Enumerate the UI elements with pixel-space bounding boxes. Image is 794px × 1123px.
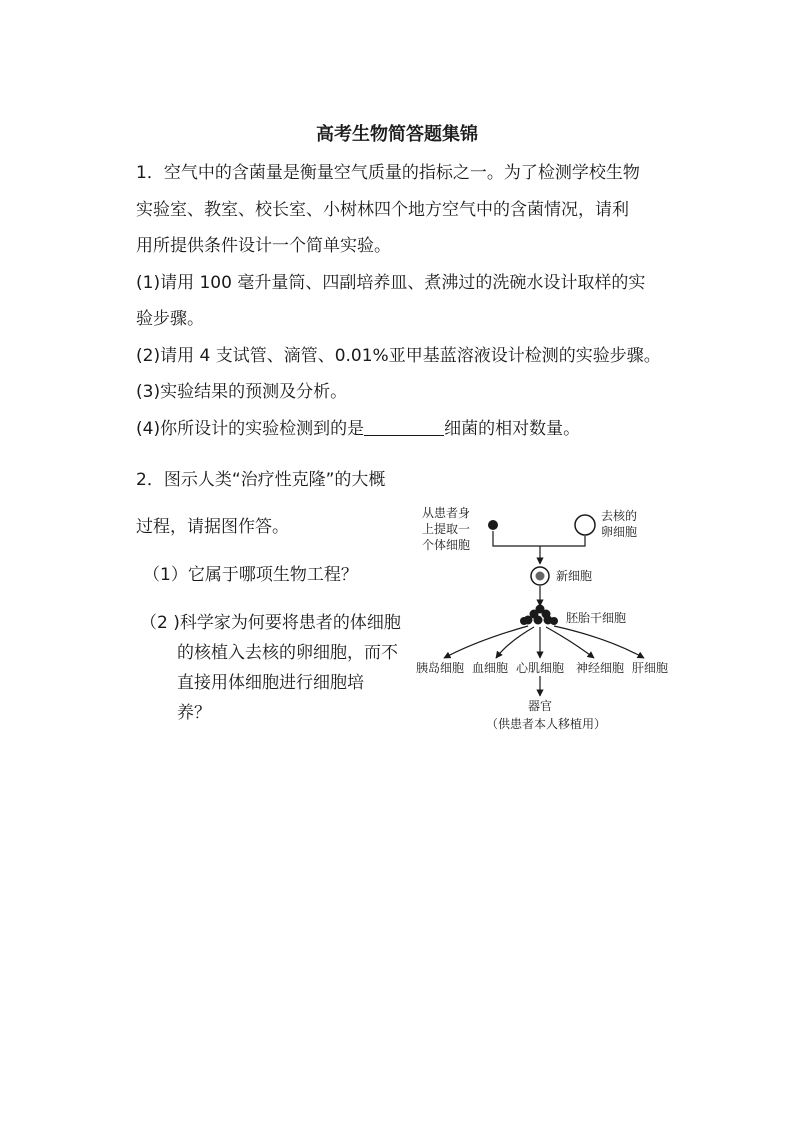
egg-cell-icon: [575, 515, 595, 535]
egg-label-line2: 卵细胞: [601, 525, 638, 539]
arrow-to-islet-cell: [444, 626, 528, 658]
q1-part4: [136, 417, 580, 441]
q2-part2-line3: 直接用体细胞进行细胞培: [177, 673, 364, 693]
answer-blank: [364, 417, 444, 436]
page-title: 高考生物简答题集锦: [316, 124, 478, 145]
q1-part4-before: (4)你所设计的实验检测到的是: [136, 419, 365, 439]
source-label-line3: 个体细胞: [422, 538, 471, 552]
arrow-to-nerve-cell: [546, 627, 594, 658]
q1-part3: (3)实验结果的预测及分析。: [136, 382, 348, 402]
transplant-note: （供患者本人移植用）: [486, 717, 607, 731]
arrow-to-liver-cell: [554, 626, 644, 658]
stem-cell-label: 胚胎干细胞: [566, 611, 627, 625]
cell-type-blood: 血细胞: [472, 661, 509, 675]
source-label-line2: 上提取一: [422, 522, 471, 536]
merge-connector: [493, 531, 585, 546]
q2-part2-line1: （2 )科学家为何要将患者的体细胞: [140, 613, 401, 633]
stem-cell-cluster-icon: [520, 605, 558, 626]
cell-type-nerve: 神经细胞: [576, 661, 625, 675]
diagram-svg: [408, 500, 678, 740]
q1-part1-line1: (1)请用 100 毫升量筒、四副培养皿、煮沸过的洗碗水设计取样的实: [136, 273, 646, 293]
q1-stem-line2: 实验室、教室、校长室、小树林四个地方空气中的含菌情况，请利: [136, 200, 629, 220]
cell-type-islet: 胰岛细胞: [416, 661, 465, 675]
organ-label: 器官: [528, 699, 553, 713]
cell-type-liver: 肝细胞: [632, 661, 669, 675]
body-cell-icon: [488, 520, 498, 530]
q2-stem-line1: 2．图示人类“治疗性克隆”的大概: [136, 470, 386, 490]
q1-stem-line1: 1．空气中的含菌量是衡量空气质量的指标之一。为了检测学校生物: [136, 163, 640, 183]
new-cell-label: 新细胞: [556, 569, 593, 583]
arrow-to-blood-cell: [496, 627, 534, 658]
q2-part2-line4: 养？: [177, 703, 211, 723]
therapeutic-cloning-diagram: [408, 500, 678, 740]
q1-part2: (2)请用 4 支试管、滴管、0.01%亚甲基蓝溶液设计检测的实验步骤。: [136, 346, 661, 366]
q2-stem-line2: 过程，请据图作答。: [136, 517, 289, 537]
egg-label-line1: 去核的: [601, 509, 638, 523]
q1-part1-line2: 验步骤。: [136, 309, 204, 329]
q1-stem-line3: 用所提供条件设计一个简单实验。: [136, 236, 391, 256]
q2-part1: （1）它属于哪项生物工程？: [143, 565, 358, 585]
new-cell-nucleus-icon: [536, 572, 545, 581]
cell-type-cardiac: 心肌细胞: [516, 661, 565, 675]
q1-part4-after: 细菌的相对数量。: [444, 419, 581, 439]
q2-part2-line2: 的核植入去核的卵细胞，而不: [177, 643, 398, 663]
source-label-line1: 从患者身: [422, 506, 471, 520]
